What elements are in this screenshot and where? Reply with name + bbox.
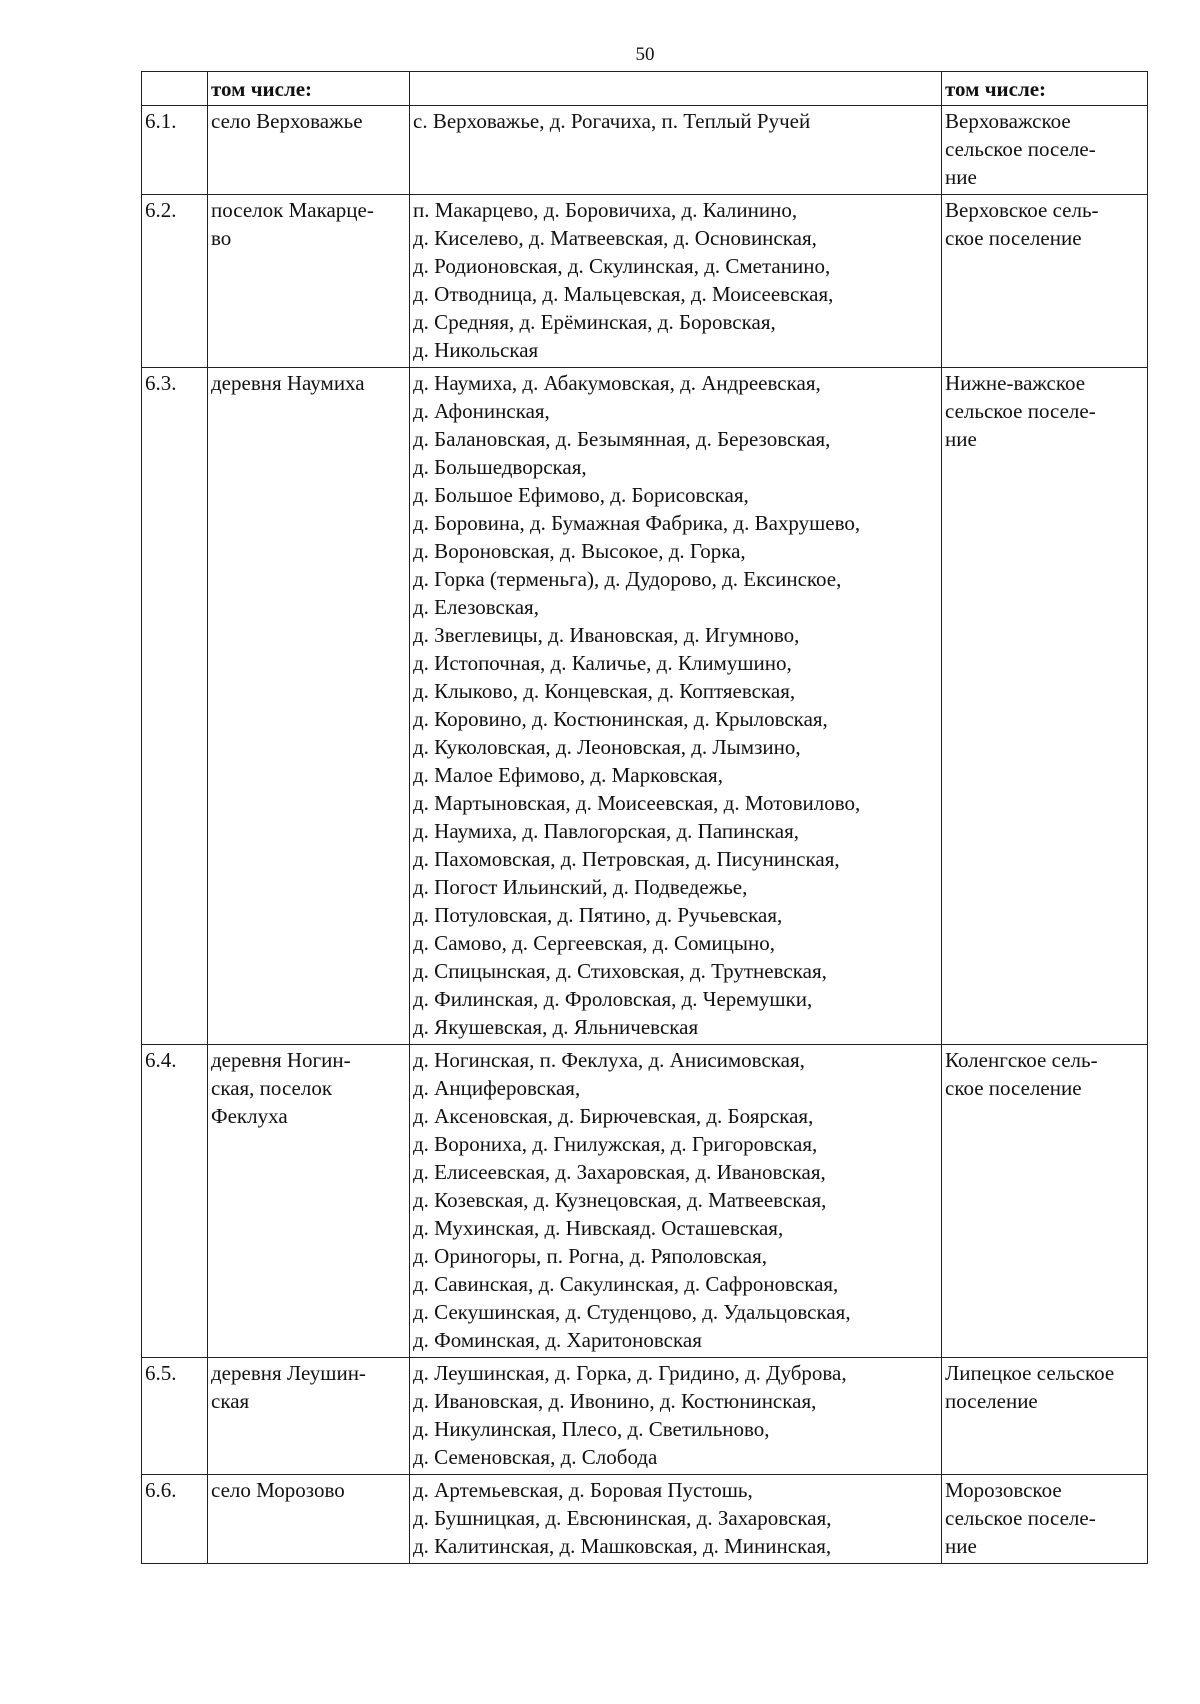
table-body: [142, 72, 1148, 1564]
localities-line: д. Якушевская, д. Яльничевская: [413, 1015, 699, 1039]
localities-line: д. Боровина, д. Бумажная Фабрика, д. Вахрушево,: [413, 511, 861, 535]
settlement-line: Коленгское сель-: [945, 1048, 1098, 1072]
settlement-line: сельское поселе-: [945, 399, 1096, 423]
admin-center-line: поселок Макарце-: [211, 198, 374, 222]
admin-center-line: во: [211, 226, 232, 250]
admin-center-line: село Морозово: [211, 1478, 345, 1502]
localities-line: д. Никольская: [413, 338, 539, 362]
localities-line: д. Звеглевицы, д. Ивановская, д. Игумново,: [413, 623, 800, 647]
localities-line: д. Спицынская, д. Стиховская, д. Трутневская,: [413, 959, 827, 983]
row-number: 6.2.: [145, 198, 177, 222]
settlement-line: ское поселение: [945, 1076, 1082, 1100]
localities-line: д. Савинская, д. Сакулинская, д. Сафроновская,: [413, 1272, 839, 1296]
localities-line: д. Потуловская, д. Пятино, д. Ручьевская,: [413, 903, 783, 927]
localities-line: д. Самово, д. Сергеевская, д. Сомицыно,: [413, 931, 775, 955]
row-number-cell: [142, 368, 208, 1045]
settlement-cell: [942, 1475, 1148, 1564]
table-row: [142, 368, 1148, 1045]
header-cell-places: [410, 72, 942, 106]
localities-line: д. Наумиха, д. Абакумовская, д. Андреевская,: [413, 371, 821, 395]
localities-line: д. Мухинская, д. Нивскаяд. Осташевская,: [413, 1216, 784, 1240]
table-row: [142, 195, 1148, 368]
localities-line: д. Киселево, д. Матвеевская, д. Основинская,: [413, 226, 817, 250]
header-label-settlement: том числе:: [945, 76, 1047, 101]
localities-line: д. Родионовская, д. Скулинская, д. Сметанино,: [413, 254, 831, 278]
settlement-line: Верховское сель-: [945, 198, 1099, 222]
table-row: [142, 1475, 1148, 1564]
settlement-line: поселение: [945, 1389, 1038, 1413]
localities-line: д. Артемьевская, д. Боровая Пустошь,: [413, 1478, 753, 1502]
localities-line: д. Никулинская, Плесо, д. Светильново,: [413, 1417, 770, 1441]
localities-line: д. Аксеновская, д. Бирючевская, д. Боярская,: [413, 1104, 814, 1128]
admin-center-line: ская, поселок: [211, 1076, 333, 1100]
table-row: [142, 1358, 1148, 1475]
table-row: [142, 1045, 1148, 1358]
settlements-table: [141, 71, 1148, 1564]
localities-line: д. Клыково, д. Концевская, д. Коптяевская,: [413, 679, 796, 703]
admin-center-line: ская: [211, 1389, 250, 1413]
header-cell-number: [142, 72, 208, 106]
localities-cell: [410, 1358, 942, 1475]
localities-line: с. Верховажье, д. Рогачиха, п. Теплый Ручей: [413, 109, 811, 133]
localities-cell: [410, 368, 942, 1045]
localities-line: д. Большое Ефимово, д. Борисовская,: [413, 483, 749, 507]
localities-line: д. Вороновская, д. Высокое, д. Горка,: [413, 539, 746, 563]
localities-cell: [410, 1045, 942, 1358]
admin-center-cell: [208, 1045, 410, 1358]
row-number-cell: [142, 1358, 208, 1475]
settlement-cell: [942, 368, 1148, 1045]
localities-line: д. Ивановская, д. Ивонино, д. Костюнинская,: [413, 1389, 817, 1413]
localities-cell: [410, 195, 942, 368]
localities-line: д. Калитинская, д. Машковская, д. Мининская,: [413, 1534, 832, 1558]
page-number: 50: [635, 44, 655, 65]
row-number-cell: [142, 106, 208, 195]
localities-line: д. Коровино, д. Костюнинская, д. Крыловская,: [413, 707, 828, 731]
row-number: 6.1.: [145, 109, 177, 133]
row-number-cell: [142, 195, 208, 368]
localities-line: д. Средняя, д. Ерёминская, д. Боровская,: [413, 310, 776, 334]
localities-line: д. Ориногоры, п. Рогна, д. Ряполовская,: [413, 1244, 767, 1268]
localities-line: д. Отводница, д. Мальцевская, д. Моисеевская,: [413, 282, 834, 306]
localities-line: д. Ногинская, п. Феклуха, д. Анисимовская,: [413, 1048, 805, 1072]
localities-line: д. Мартыновская, д. Моисеевская, д. Мотовилово,: [413, 791, 861, 815]
localities-line: д. Пахомовская, д. Петровская, д. Писунинская,: [413, 847, 840, 871]
row-number-cell: [142, 1475, 208, 1564]
localities-line: д. Секушинская, д. Студенцово, д. Удальцовская,: [413, 1300, 851, 1324]
localities-line: д. Елезовская,: [413, 595, 539, 619]
admin-center-line: Феклуха: [211, 1104, 288, 1128]
settlement-cell: [942, 1358, 1148, 1475]
localities-line: д. Афонинская,: [413, 399, 550, 423]
admin-center-cell: [208, 1358, 410, 1475]
table-row: [142, 106, 1148, 195]
localities-line: д. Горка (терменьга), д. Дудорово, д. Ексинское,: [413, 567, 842, 591]
admin-center-cell: [208, 368, 410, 1045]
localities-line: д. Куколовская, д. Леоновская, д. Лымзино,: [413, 735, 801, 759]
admin-center-line: деревня Наумиха: [211, 371, 365, 395]
localities-line: д. Истопочная, д. Каличье, д. Климушино,: [413, 651, 792, 675]
settlement-line: Липецкое сельское: [945, 1361, 1115, 1385]
admin-center-line: деревня Ногин-: [211, 1048, 351, 1072]
admin-center-cell: [208, 1475, 410, 1564]
row-number-cell: [142, 1045, 208, 1358]
settlement-line: Нижне-важское: [945, 371, 1086, 395]
localities-line: д. Семеновская, д. Слобода: [413, 1445, 658, 1469]
localities-line: д. Елисеевская, д. Захаровская, д. Ивановская,: [413, 1160, 826, 1184]
localities-line: д. Балановская, д. Безымянная, д. Березовская,: [413, 427, 831, 451]
header-label-center: том числе:: [211, 76, 313, 101]
table-header-row: [142, 72, 1148, 106]
localities-line: д. Наумиха, д. Павлогорская, д. Папинская,: [413, 819, 800, 843]
admin-center-cell: [208, 195, 410, 368]
localities-line: д. Малое Ефимово, д. Марковская,: [413, 763, 723, 787]
localities-line: д. Ворониха, д. Гнилужская, д. Григоровская,: [413, 1132, 818, 1156]
localities-line: д. Филинская, д. Фроловская, д. Черемушки,: [413, 987, 813, 1011]
localities-line: д. Козевская, д. Кузнецовская, д. Матвеевская,: [413, 1188, 827, 1212]
localities-cell: [410, 1475, 942, 1564]
settlement-line: ние: [945, 427, 977, 451]
localities-line: д. Леушинская, д. Горка, д. Гридино, д. Дуброва,: [413, 1361, 847, 1385]
admin-center-line: село Верховажье: [211, 109, 363, 133]
settlement-line: ние: [945, 1534, 977, 1558]
settlement-line: сельское поселе-: [945, 1506, 1096, 1530]
settlement-line: сельское поселе-: [945, 137, 1096, 161]
settlement-cell: [942, 1045, 1148, 1358]
admin-center-line: деревня Леушин-: [211, 1361, 366, 1385]
localities-line: д. Анциферовская,: [413, 1076, 581, 1100]
row-number: 6.5.: [145, 1361, 177, 1385]
header-cell-settlement: [942, 72, 1148, 106]
localities-line: д. Фоминская, д. Харитоновская: [413, 1328, 702, 1352]
admin-center-cell: [208, 106, 410, 195]
settlement-line: Морозовское: [945, 1478, 1062, 1502]
settlement-line: Верховажское: [945, 109, 1071, 133]
row-number: 6.3.: [145, 371, 177, 395]
row-number: 6.4.: [145, 1048, 177, 1072]
header-cell-center: [208, 72, 410, 106]
localities-line: д. Бушницкая, д. Евсюнинская, д. Захаровская,: [413, 1506, 832, 1530]
settlement-line: ние: [945, 165, 977, 189]
localities-cell: [410, 106, 942, 195]
settlement-cell: [942, 195, 1148, 368]
settlement-cell: [942, 106, 1148, 195]
settlement-line: ское поселение: [945, 226, 1082, 250]
localities-line: д. Погост Ильинский, д. Подведежье,: [413, 875, 748, 899]
row-number: 6.6.: [145, 1478, 177, 1502]
localities-line: п. Макарцево, д. Боровичиха, д. Калинино,: [413, 198, 798, 222]
localities-line: д. Большедворская,: [413, 455, 587, 479]
